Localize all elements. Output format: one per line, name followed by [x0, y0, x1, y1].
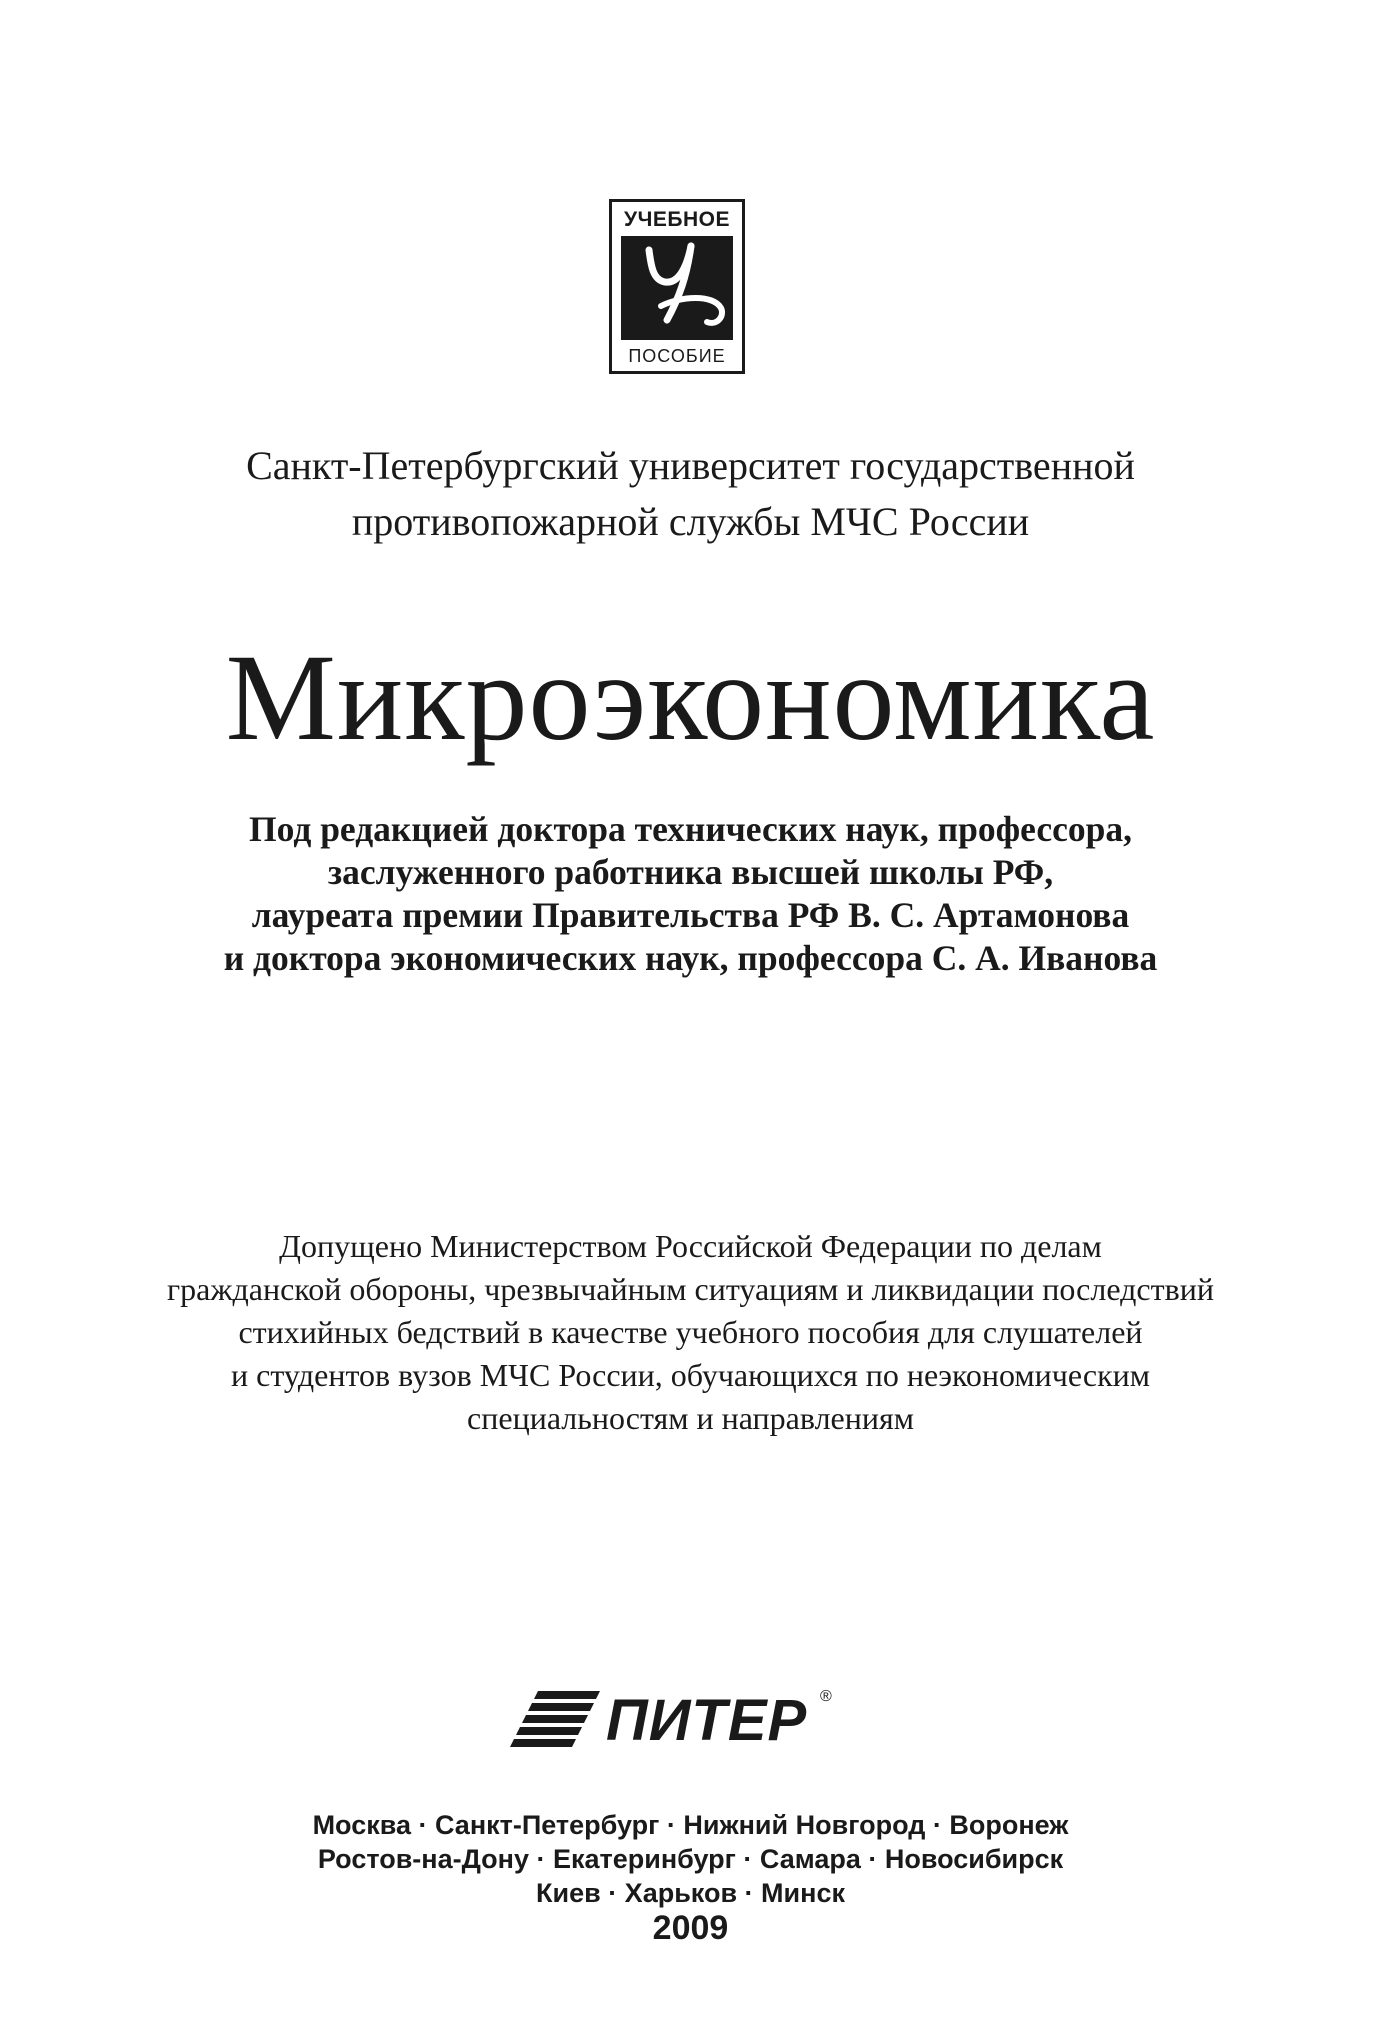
publisher-name: ПИТЕР [606, 1688, 808, 1753]
editors-block [0, 808, 1381, 980]
publisher-speed-lines-icon [508, 1685, 608, 1765]
stylized-letter-emblem-icon [621, 236, 733, 340]
editors-line: Под редакцией доктора технических наук, профессора, [249, 809, 1132, 849]
publisher-cities [0, 1808, 1381, 1910]
institution-line: противопожарной службы МЧС России [351, 499, 1030, 544]
editors-line: лауреата премии Правительства РФ В. С. Артамонова [251, 895, 1130, 935]
editors-line: и доктора экономических наук, профессора С. А. Иванова [223, 938, 1158, 978]
publication-year: 2009 [652, 1909, 729, 1947]
approval-line: и студентов вузов МЧС России, обучающихся по неэкономическим [230, 1357, 1151, 1393]
approval-statement [0, 1225, 1381, 1440]
approval-line: Допущено Министерством Российской Федерации по делам [279, 1228, 1102, 1264]
cities-line: Москва · Санкт-Петербург · Нижний Новгород · Воронеж [312, 1810, 1069, 1840]
registered-mark: ® [820, 1688, 832, 1705]
cities-line: Ростов-на-Дону · Екатеринбург · Самара · Новосибирск [317, 1844, 1064, 1874]
publisher-logo [508, 1685, 838, 1765]
cities-line: Киев · Харьков · Минск [536, 1878, 845, 1908]
book-title: Микроэкономика [225, 629, 1156, 766]
institution-name [0, 438, 1381, 550]
series-badge [609, 199, 745, 374]
institution-line: Санкт-Петербургский университет государственной [246, 443, 1135, 488]
badge-top-label: УЧЕБНОЕ [624, 208, 730, 231]
approval-line: стихийных бедствий в качестве учебного пособия для слушателей [238, 1314, 1143, 1350]
approval-line: специальностям и направлениям [467, 1400, 914, 1436]
approval-line: гражданской обороны, чрезвычайным ситуациям и ликвидации последствий [167, 1271, 1214, 1307]
editors-line: заслуженного работника высшей школы РФ, [327, 852, 1054, 892]
badge-bottom-label: ПОСОБИЕ [628, 346, 726, 366]
